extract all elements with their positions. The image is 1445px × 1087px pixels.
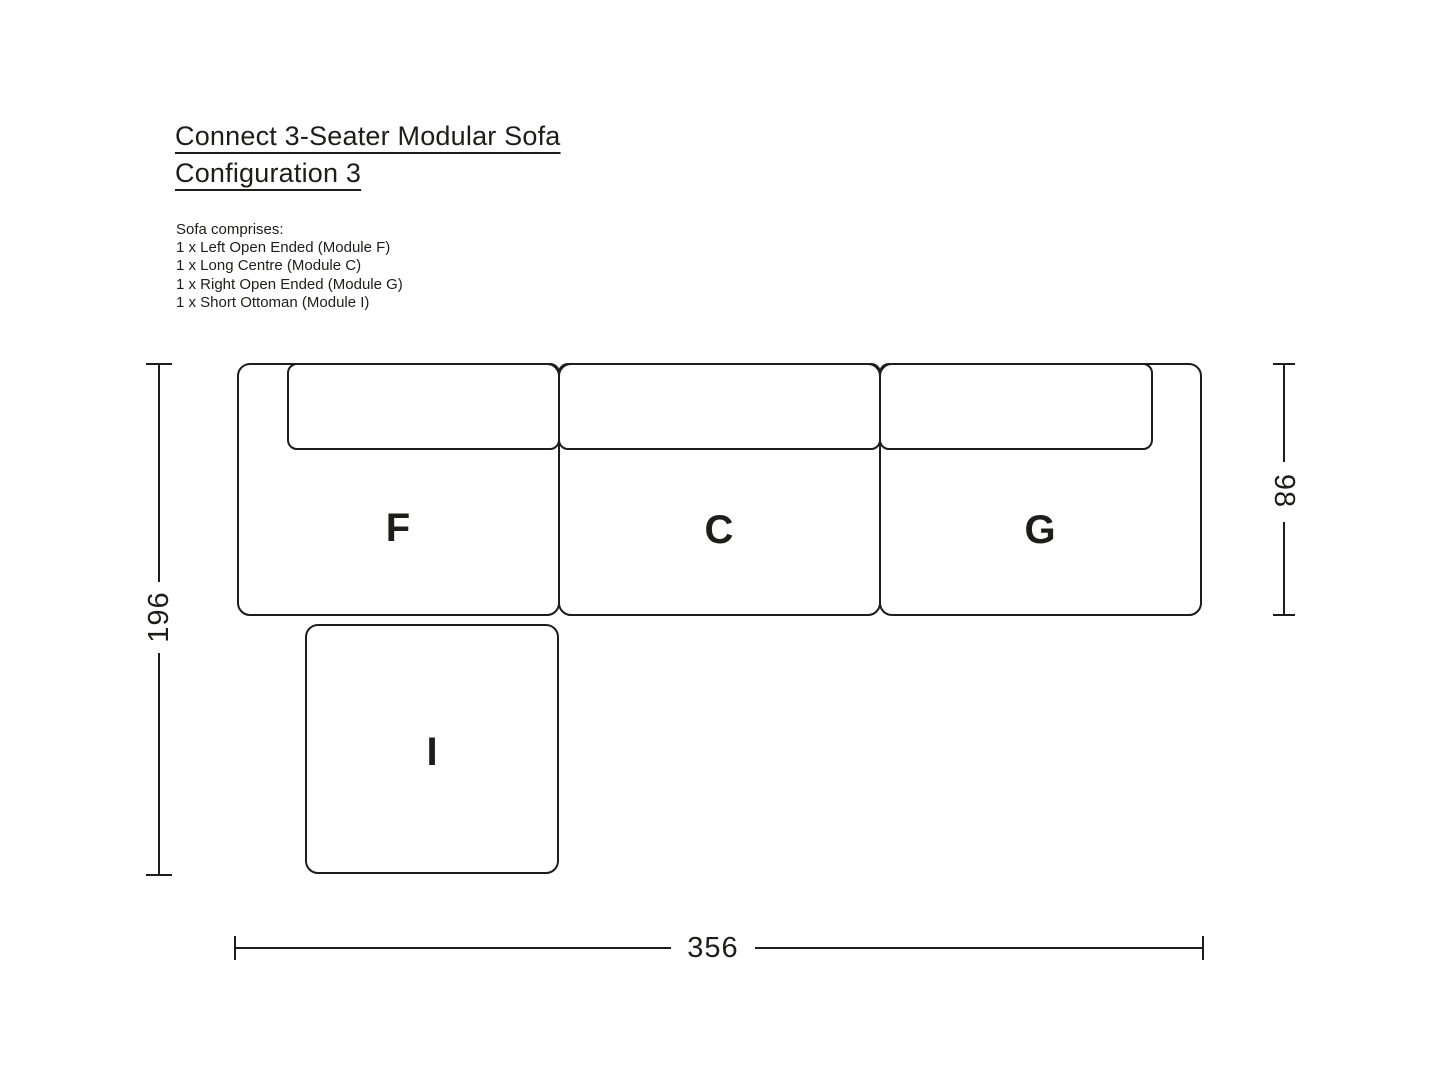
comprises-item-module-g: 1 x Right Open Ended (Module G)	[176, 275, 403, 293]
comprises-item-module-i: 1 x Short Ottoman (Module I)	[176, 293, 370, 311]
module-f-label: F	[385, 506, 411, 550]
comprises-item-module-f: 1 x Left Open Ended (Module F)	[176, 239, 391, 257]
module-c-outline	[559, 364, 880, 615]
module-c-backrest-outline	[559, 364, 880, 449]
module-f-backrest-outline	[288, 364, 559, 449]
comprises-item-module-c: 1 x Long Centre (Module C)	[176, 257, 362, 275]
dimension-total-width	[235, 932, 1203, 964]
module-g-label: G	[1024, 508, 1056, 552]
title-line-2: Configuration 3	[175, 158, 362, 188]
module-c-label: C	[704, 508, 734, 552]
dimension-sofa-depth	[1268, 364, 1300, 615]
module-g-backrest-outline	[880, 364, 1152, 449]
dimension-sofa-depth-value: 98	[1268, 473, 1300, 509]
dimension-total-width-value: 356	[687, 932, 739, 964]
comprises-heading: Sofa comprises:	[176, 221, 284, 238]
module-i-label: I	[426, 730, 438, 774]
module-f-outline	[238, 364, 559, 615]
title-line-1: Connect 3-Seater Modular Sofa	[175, 121, 561, 151]
dimension-total-depth-value: 196	[143, 591, 175, 643]
dimension-total-depth	[143, 364, 175, 875]
